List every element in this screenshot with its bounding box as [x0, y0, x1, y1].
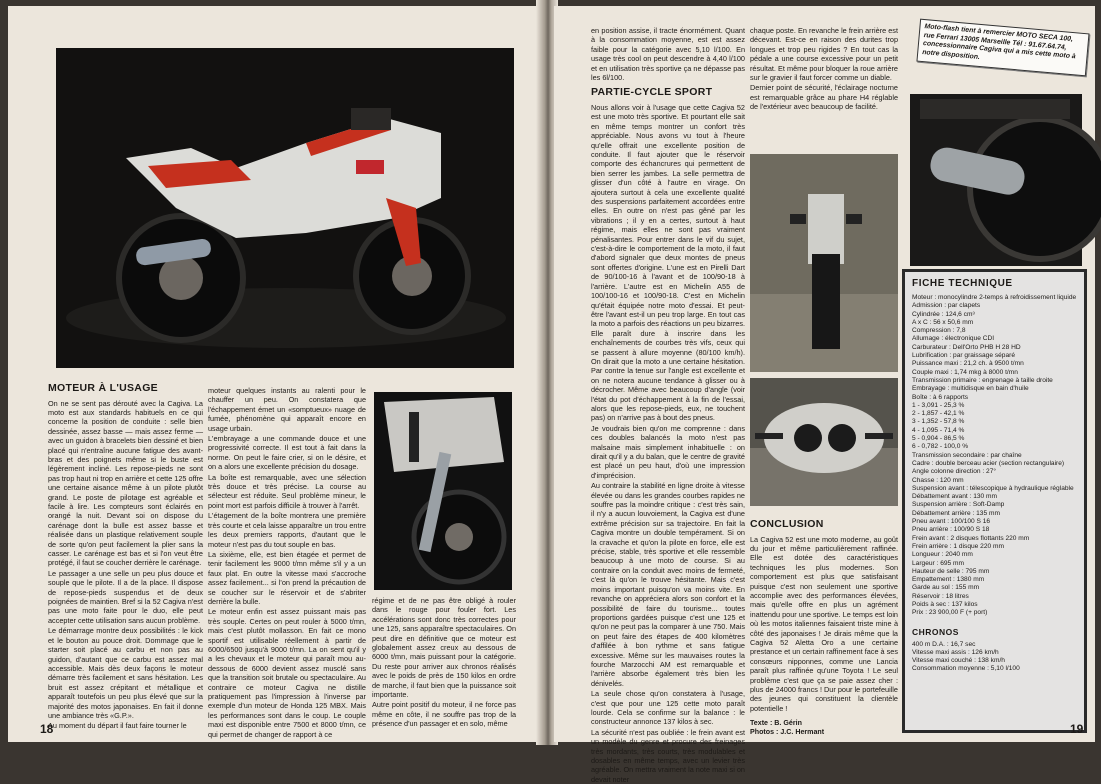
paragraph: L'étagement de la boîte montrera une première très courte et cela laisse apparaître un trou entre les deux premiers rapports, d'autant que le moteur n'est pas du tout souple en bas. [208, 511, 366, 549]
motorcycle-main-photo [56, 48, 514, 368]
paragraph: Dernier point de sécurité, l'éclairage nocturne est remarquable grâce au phare H4 réglable de l'extérieur avec beaucoup de facilité. [750, 83, 898, 112]
paragraph: Je voudrais bien qu'on me comprenne : dans ces doubles balancés la moto n'est pas malsaine mais simplement inhabituelle : on dirait qu'il y a du balan, que le centre de gravité est placé un peu haut, d'où une impression d'imprécision. [591, 423, 745, 480]
spec-item: Boîte : à 6 rapports [912, 393, 969, 401]
spec-list [912, 294, 1078, 618]
paragraph: régime et de ne pas être obligé à rouler dans le rouge pour fouler fort. Les accélérations sont donc très correctes pour une 125, sans apparaître spectaculaires. On peut dire en définitive que ce moteur est globalement assez creux au dessous de 6000 t/mn, mais puissant pour la catégorie. Du reste pour arriver aux chronos réalisés avec le poids de près de 150 kilos en ordre de marche, il faut bien que la puissance soit importante. [372, 596, 516, 700]
spec-item: Empattement : 1380 mm [912, 576, 985, 584]
spec-item: 2 - 1,857 - 42,1 % [912, 410, 965, 418]
page-number: 19 [1070, 722, 1084, 736]
spec-item: Garde au sol : 155 mm [912, 584, 980, 592]
paragraph: Le passager a une selle un peu plus douce et souple que le pilote. Il a de la place. Il dispose de repose-pieds suspendus et de deux poignées de maintien. Bref si la 52 Cagiva n'est pas une moto faite pour le duo, elle peut accepter cette utilisation sans aucun problème. [48, 568, 203, 625]
spec-item: Transmission primaire : engrenage à taille droite [912, 376, 1053, 384]
spec-item: Débattement avant : 130 mm [912, 493, 998, 501]
spec-item: Admission : par clapets [912, 302, 981, 310]
article-column-2 [208, 386, 366, 739]
spec-item: Transmission secondaire : par chaîne [912, 451, 1022, 459]
spec-item: Puissance maxi : 21,2 ch. à 9500 t/mn [912, 360, 1024, 368]
thanks-notice: Moto-flash tient à remercier MOTO SECA 100, rue Ferrari 13005 Marseille Tél : 91.67.64.74, concessionnaire Cagiva qui a mis cette moto à notre disposition. [916, 19, 1089, 76]
paragraph: La seule chose qu'on constatera à l'usage, c'est que pour une 125 cette moto paraît lourde. Cela se confirme sur la balance : le constructeur annonce 137 kilos à sec. [591, 689, 745, 727]
spec-item: Suspension avant : télescopique à hydraulique réglable [912, 484, 1074, 492]
spec-item: 6 - 0,782 - 100,0 % [912, 443, 969, 451]
article-column-b-conclusion [750, 518, 898, 737]
rear-view-photo [750, 154, 898, 372]
credits [750, 719, 898, 737]
front-fork-photo [374, 392, 512, 590]
chronos-item: 400 m D.A. : 16,7 sec [912, 640, 976, 648]
chronos-title: CHRONOS [912, 626, 959, 637]
spec-item: Allumage : électronique CDI [912, 335, 995, 343]
spec-item: 4 - 1,095 - 71,4 % [912, 426, 965, 434]
spec-item: Carburateur : Dell'Orto PHB H 28 HD [912, 343, 1021, 351]
fiche-title: FICHE TECHNIQUE [912, 278, 1013, 289]
spec-item: Frein arrière : 1 disque 220 mm [912, 542, 1004, 550]
spec-item: Pneu avant : 100/100 S 16 [912, 518, 991, 526]
section-title-partie-cycle: PARTIE-CYCLE SPORT [591, 86, 713, 99]
spec-item: Lubrification : par graissage séparé [912, 352, 1015, 360]
chronos-list [912, 641, 1078, 674]
credit-photos: Photos : J.C. Hermant [750, 728, 825, 737]
paragraph: Le moteur enfin est assez puissant mais pas très souple. Certes on peut rouler à 5000 t/mn, mais c'est plutôt mollasson. En fait ce mono sportif est utilisable réellement à partir de 6000/6500 jusqu'à 9000 t/mn. La on sent qu'il y a les chevaux et le moteur qui paraît mou au-dessous de 6000 devient assez musclé sans que la transition soit brutale ou spectaculaire. Au contraire ce moteur Cagiva ne distille pratiquement pas l'impression à l'inverse par exemple d'un moteur de Honda 125 MBX. Mais les performances sont dans le coup. Le couple maxi est disponible entre 7500 et 8000 t/mn, ce qui permet de changer de rapport à ce [208, 607, 366, 739]
spec-item: Frein avant : 2 disques flottants 220 mm [912, 534, 1030, 542]
article-column-b-top [750, 26, 898, 148]
spec-item: Suspension arrière : Soft-Damp [912, 501, 1005, 509]
spec-item: Largeur : 695 mm [912, 559, 965, 567]
article-column-a [591, 26, 745, 784]
paragraph: Autre point positif du moteur, il ne force pas même en côte, il ne souffre pas trop de la présence d'un passager et en solo, même [372, 700, 516, 729]
spec-item: Prix : 23 900,00 F (+ port) [912, 609, 988, 617]
spec-item: Angle colonne direction : 27° [912, 468, 997, 476]
spec-item: 5 - 0,904 - 86,5 % [912, 435, 965, 443]
article-column-1 [48, 382, 203, 732]
paragraph: Au contraire la stabilité en ligne droite à vitesse élevée ou dans les grandes courbes rapides ne souffre pas la moindre critique : c'est très sain, il n'y a aucun louvoiement, la Cagiva est d'une extrême précision sur sa trajectoire. En fait la Cagiva montre un double tempérament. Si on la cravache et qu'on la pilote en force, elle est précise, stable, très sportive et elle ressemble beaucoup à une moto de course. Si au contraire on la conduit avec moins de fermeté, c'est là qu'on le trouve hésitante. Mais c'est moins important puisqu'on va moins vite. En revanche on appréciera alors son confort et la possibilité de faire du tourisme... toutes proportions gardées puisque c'est une 125 et qu'on ne peut pas la comparer à une 750. Mais on peut faire des étapes de 400 kilomètres d'affilée à bon rythme et sans fatigue excessive. Même sur les mauvaises routes la fourche Marzocchi AM est remarquable et l'arrière absorbe également très bien les dénivelés. [591, 481, 745, 688]
spec-item: Débattement arrière : 135 mm [912, 509, 1000, 517]
paragraph: en position assise, il tracte énormément. Quant à la consommation moyenne, est est assez faible pour la catégorie avec 5,10 l/100. En usage très cool on peut descendre à 4,40 l/100 et en utilisation très sportive ça ne dépasse pas les 6l/100. [591, 26, 745, 83]
paragraph: La Cagiva 52 est une moto moderne, au goût du jour et même particulièrement raffinée. Elle est dotée des caractéristiques techniques les plus modernes. Son comportement est plus que satisfaisant puisque c'est non seulement une sportive accomplie avec des performances élevées, mais qu'elle offre en plus un agrément inattendu pour une sportive. Le temps est loin où les motos italiennes faisaient triste mine à côté des japonaises ! Je dirais même que la Cagiva 52 Aletta Oro a une certaine prestance et un certain raffinement face à ses consœurs nipponnes, comme une Lancia paraît plus raffinée qu'une Toyota ! Le seul problème c'est que ça se paie assez cher : plus de 24000 francs ! Dur pour le portefeuille des jeunes qui constituent la clientèle potentielle ! [750, 534, 898, 713]
right-page [554, 6, 1095, 784]
paragraph: La sixième, elle, est bien étagée et permet de tenir facilement les 9000 t/mn même s'il y a un faux plat. En outre la vitesse maxi s'accroche assez facilement... si l'on prend la précaution de se coucher sur le réservoir et de s'abriter derrière la bulle. [208, 549, 366, 606]
paragraph: L'embrayage a une commande douce et une progressivité correcte. Il est tout à fait dans la norme. On peut le faire crier, si on le désire, et on a alors une excellente précision du dosage. [208, 434, 366, 472]
dashboard-photo [750, 378, 898, 506]
spec-item: Longueur : 2040 mm [912, 551, 973, 559]
chronos-item: Consommation moyenne : 5,10 l/100 [912, 665, 1020, 673]
credit-text: Texte : B. Gérin [750, 719, 802, 728]
spec-item: Réservoir : 18 litres [912, 592, 969, 600]
paragraph: La sécurité n'est pas oubliée : le frein avant est un modèle du genre et procure des freinages très mordants, très courts, très modulables et dosables en même temps, avec un levier très agréable. On mettra vraiment la note maxi si on devait noter [591, 727, 745, 784]
paragraph: Le démarrage montre deux possibilités : le kick et le bouton au pouce droit. Dommage que le starter soit placé au carbu et non pas au guidon, d'autant que ce carbu est assez mal accessible. Mais dès deux façons le moteur démarre très facilement et sans hésitation. Les bruit est assez crépitant et métallique et apparaît toutefois un peu plus élevé que sur la majorité des motos japonaises. En fait il donne une ambiance très «G.P.». [48, 626, 203, 720]
spec-item: Chasse : 120 mm [912, 476, 964, 484]
spec-item: Poids à sec : 137 kilos [912, 600, 978, 608]
spec-item: Hauteur de selle : 795 mm [912, 567, 990, 575]
left-page [8, 6, 544, 742]
exhaust-photo [910, 94, 1082, 266]
section-title-conclusion: CONCLUSION [750, 518, 824, 530]
fiche-technique-box [902, 269, 1087, 733]
section-title-moteur: MOTEUR À L'USAGE [48, 382, 158, 394]
spec-item: Embrayage : multidisque en bain d'huile [912, 385, 1029, 393]
chronos-item: Vitesse maxi couché : 138 km/h [912, 657, 1005, 665]
spec-item: A x C : 56 x 50,6 mm [912, 318, 974, 326]
spec-item: Cadre : double berceau acier (section rectangulaire) [912, 459, 1065, 467]
paragraph: La boîte est remarquable, avec une sélection très douce et très précise. La course au sélecteur est réduite. Seul problème mineur, le point mort est parfois difficile à trouver à l'arrêt. [208, 472, 366, 510]
spec-item: 1 - 3,091 - 25,3 % [912, 401, 965, 409]
spec-item: Cylindrée : 124,6 cm³ [912, 310, 975, 318]
spec-item: Moteur : monocylindre 2-temps à refroidissement liquide [912, 294, 1077, 301]
spec-item: Compression : 7,8 [912, 327, 966, 335]
spec-item: Couple maxi : 1,74 mkg à 8000 t/mn [912, 368, 1018, 376]
article-column-3 [372, 596, 516, 736]
paragraph: On ne se sent pas dérouté avec la Cagiva. La moto est aux standards habituels en ce qui concerne la position de conduite : selle bien dessinée, assez basse — mais assez ferme — avec un guidon à bracelets bien dessiné et bien placé qui n'entraîne aucune fatigue des avant-bras et des poignets même si le buste est légèrement incliné. Les repose-pieds ne sont pas trop haut ni trop en arrière et cette 125 offre une certaine aisance même à un pilote plutôt grand. Le poste de pilotage est agréable et facile à lire. Les compteurs sont éclairés en orangé la nuit. Devant soi on dispose du carénage dont la bulle est assez basse et réalisée dans un plastique relativement souple de sorte qu'on peut facilement la plier sans la casser. Le carénage est bas et si l'on veut être protégé, il faut se coucher derrière le carénage. [48, 398, 203, 568]
paragraph: moteur quelques instants au ralenti pour le chauffer un peu. On constatera que l'échappement émet un «somptueux» nuage de fumée, phénomène qui apparaît encore en usage urbain. [208, 386, 366, 433]
paragraph: chaque poste. En revanche le frein arrière est décevant. Est-ce en raison des durites trop longues et trop peu rigides ? En tout cas la pédale a une course excessive pour un petit résultat. Et même pour bloquer la roue arrière sur le gravier il faut forcer comme un diable. [750, 26, 898, 83]
page-number: 18 [40, 722, 54, 736]
chronos-item: Vitesse maxi assis : 126 km/h [912, 648, 999, 656]
spec-item: 3 - 1,352 - 57,8 % [912, 418, 965, 426]
paragraph: Nous allons voir à l'usage que cette Cagiva 52 est une moto très sportive. Et pourtant elle sait en même temps montrer un confort très appréciable. Nous avons vu tout à l'heure qu'elle offrait une excellente position de conduite. Il faut ajouter que le réservoir comporte des échancrures qui permettent de bien serrer les jambes. La selle permettra de glisser d'un côté à l'autre en virage. On ajoutera surtout à cela une excellente qualité des suspensions parfaitement accordées entre elles. En outre on n'est pas gêné par les vibrations ; il y en a certes, surtout à haut régime, mais elles ne sont pas vraiment pénalisantes. Pour entrer dans le vif du sujet, c'est-à-dire le comportement de la moto, il faut d'abord signaler que deux montes de pneus sont offertes d'origine. L'une est en Pirelli Dart de 90/100-16 à l'avant et de 100/90-18 à l'arrière. L'autre est en Michelin A55 de 100/100-16 et 100/90-18. C'est en Michelin qu'était équipée notre moto d'essai. Et peut-être l'avant est-il un peu trop large. En tout cas la moto a parfois des réactions un peu bizarres. Elle paraît dure à inscrire dans les enchaînements de courbes très vifs, ceux qui se passent à allure moyenne (80/100 km/h). On dirait que la moto a une certaine hésitation. Par contre la tenue sur l'angle est excellente et on ne notera aucune tendance à glisser ou à décrocher. Même avec beaucoup d'angle (voir l'état du pot d'échappement à la fin de l'essai, alors que les repose-pieds, eux, ne touchent pas) on n'arrive pas à bout des pneus. [591, 102, 745, 423]
spec-item: Pneu arrière : 100/90 S 18 [912, 526, 990, 534]
paragraph: Au moment du départ il faut faire tourner le [48, 721, 187, 731]
